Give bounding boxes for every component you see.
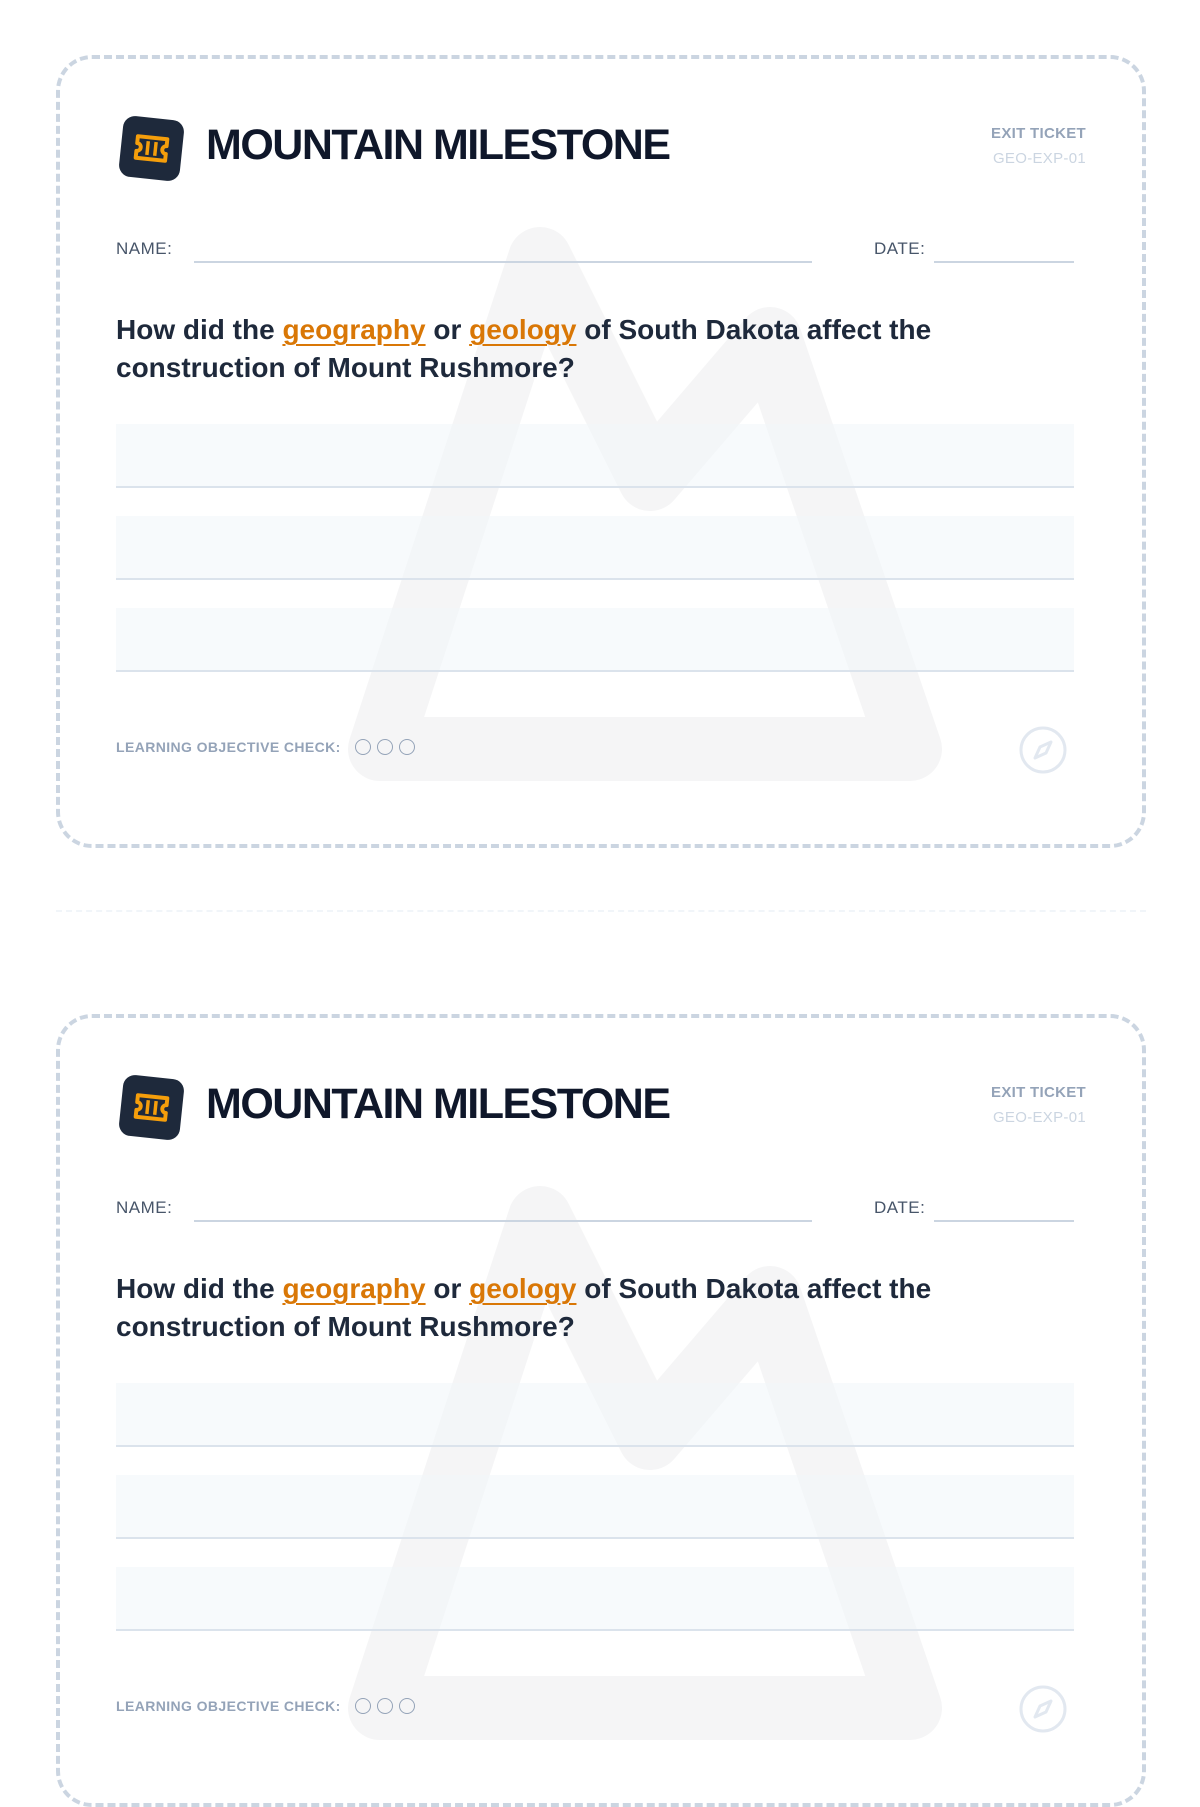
cut-line	[56, 910, 1146, 912]
date-field[interactable]	[934, 1220, 1074, 1222]
learning-objective-check	[116, 739, 421, 755]
exit-ticket-card	[56, 55, 1146, 848]
name-field[interactable]	[194, 1220, 812, 1222]
objective-circle[interactable]	[355, 1698, 371, 1714]
answer-line[interactable]	[116, 424, 1074, 488]
question-part: of South Dakota affect the construction of Mount Rushmore?	[116, 1273, 932, 1342]
question-text	[116, 1270, 1036, 1346]
learning-objective-check	[116, 1698, 421, 1714]
question-part: How did the	[116, 314, 283, 345]
highlight-term: geography	[282, 1273, 426, 1304]
date-label: DATE:	[874, 1198, 926, 1217]
ticket-kind: EXIT TICKET	[991, 125, 1086, 142]
date-field[interactable]	[934, 261, 1074, 263]
name-label: NAME:	[116, 1198, 173, 1217]
objective-circle[interactable]	[377, 739, 393, 755]
ticket-icon	[117, 1073, 186, 1142]
compass-icon	[1018, 1684, 1068, 1734]
objective-label: LEARNING OBJECTIVE CHECK:	[116, 1698, 341, 1714]
date-label: DATE:	[874, 239, 926, 258]
answer-line[interactable]	[116, 1567, 1074, 1631]
objective-circle[interactable]	[377, 1698, 393, 1714]
question-part: of South Dakota affect the construction of Mount Rushmore?	[116, 314, 932, 383]
ticket-code: GEO-EXP-01	[992, 1109, 1086, 1126]
name-field[interactable]	[194, 261, 812, 263]
answer-line[interactable]	[116, 516, 1074, 580]
highlight-term: geology	[469, 314, 577, 345]
highlight-term: geology	[469, 1273, 577, 1304]
ticket-title: MOUNTAIN MILESTONE	[206, 121, 670, 169]
ticket-code: GEO-EXP-01	[992, 150, 1086, 167]
ticket-icon	[117, 114, 186, 183]
objective-circle[interactable]	[355, 739, 371, 755]
objective-label: LEARNING OBJECTIVE CHECK:	[116, 739, 341, 755]
highlight-term: geography	[282, 314, 426, 345]
ticket-meta	[991, 125, 1086, 167]
question-part: or	[425, 314, 470, 345]
mountain-icon	[310, 179, 950, 799]
mountain-icon	[310, 1138, 950, 1758]
exit-ticket-card	[56, 1014, 1146, 1807]
ticket-kind: EXIT TICKET	[991, 1084, 1086, 1101]
question-part: or	[425, 1273, 470, 1304]
objective-circle[interactable]	[399, 739, 415, 755]
answer-line[interactable]	[116, 608, 1074, 672]
ticket-meta	[991, 1084, 1086, 1126]
answer-line[interactable]	[116, 1475, 1074, 1539]
compass-icon	[1018, 725, 1068, 775]
question-text	[116, 311, 1036, 387]
objective-circle[interactable]	[399, 1698, 415, 1714]
question-part: How did the	[116, 1273, 283, 1304]
answer-line[interactable]	[116, 1383, 1074, 1447]
ticket-title: MOUNTAIN MILESTONE	[206, 1080, 670, 1128]
name-label: NAME:	[116, 239, 173, 258]
